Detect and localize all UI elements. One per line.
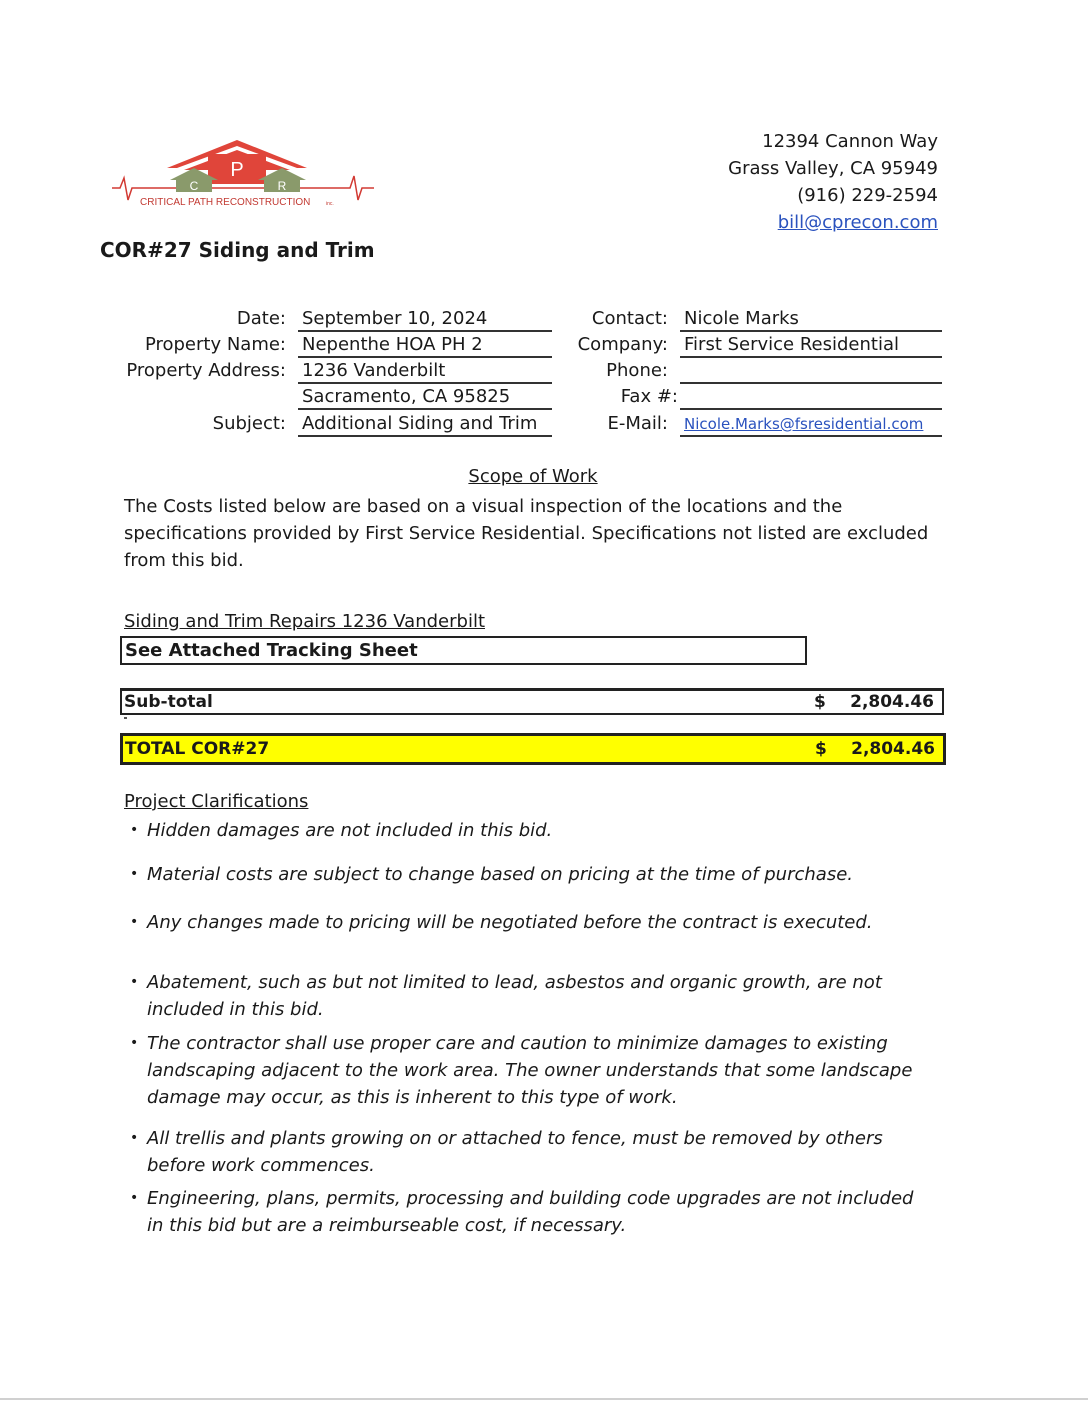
contact-email-link[interactable]: Nicole.Marks@fsresidential.com <box>680 411 942 437</box>
bullet-icon: • <box>130 1130 139 1146</box>
subject-value: Additional Siding and Trim <box>298 411 552 437</box>
clarification-item <box>130 909 930 936</box>
clarification-item <box>130 1030 930 1111</box>
info-row-property-name <box>0 332 1088 358</box>
bullet-icon: • <box>130 866 139 882</box>
clarification-text: Material costs are subject to change based on pricing at the time of purchase. <box>147 864 853 885</box>
clarification-text: All trellis and plants growing on or attached to fence, must be removed by others before work commences. <box>147 1128 883 1176</box>
clarification-text: The contractor shall use proper care and caution to minimize damages to existing landscaping adjacent to the work area. The owner understands that some landscape damage may occur, as this is inherent to this type of work. <box>147 1033 913 1108</box>
bullet-icon: • <box>130 822 139 838</box>
company-email-link[interactable]: bill@cprecon.com <box>777 212 938 233</box>
clarification-text: Hidden damages are not included in this bid. <box>147 820 553 841</box>
subtotal-currency: $ <box>814 692 826 712</box>
info-row-date <box>0 306 1088 332</box>
phone-label: Phone: <box>606 360 668 381</box>
clarification-item <box>130 817 930 844</box>
clarification-text: Any changes made to pricing will be negotiated before the contract is executed. <box>147 912 873 933</box>
address-line2-value: Sacramento, CA 95825 <box>298 384 552 410</box>
total-amount: 2,804.46 <box>851 739 935 759</box>
bullet-icon: • <box>130 974 139 990</box>
subtotal-row <box>120 688 944 715</box>
property-address-label: Property Address: <box>126 360 286 381</box>
subject-label: Subject: <box>212 413 286 434</box>
repairs-heading: Siding and Trim Repairs 1236 Vanderbilt <box>124 611 486 632</box>
tracking-sheet-note: See Attached Tracking Sheet <box>120 636 807 665</box>
logo-suffix: inc. <box>326 201 334 207</box>
company-phone: (916) 229-2594 <box>797 185 938 206</box>
contact-label: Contact: <box>591 308 668 329</box>
date-value: September 10, 2024 <box>298 306 552 332</box>
page-edge-line <box>0 1398 1088 1400</box>
email-label: E-Mail: <box>607 413 668 434</box>
company-address-line1: 12394 Cannon Way <box>762 131 938 152</box>
logo-name: CRITICAL PATH RECONSTRUCTION <box>140 197 311 208</box>
total-row <box>120 733 946 765</box>
subtotal-label: Sub-total <box>124 692 213 712</box>
logo-letter-c: C <box>189 179 199 193</box>
info-row-address <box>0 358 1088 384</box>
document-title: COR#27 Siding and Trim <box>100 238 375 262</box>
company-address-line2: Grass Valley, CA 95949 <box>728 158 938 179</box>
property-name-value: Nepenthe HOA PH 2 <box>298 332 552 358</box>
total-label: TOTAL COR#27 <box>125 739 270 759</box>
clarification-text: Engineering, plans, permits, processing and building code upgrades are not included in this bid but are a reimburseable cost, if necessary. <box>147 1188 914 1236</box>
company-logo <box>112 138 374 216</box>
subtotal-amount: 2,804.46 <box>850 692 934 712</box>
clarification-item <box>130 969 930 1023</box>
fax-label: Fax #: <box>620 386 678 407</box>
company-address <box>728 128 938 236</box>
address-line1-value: 1236 Vanderbilt <box>298 358 552 384</box>
logo-letter-r: R <box>277 179 287 193</box>
bullet-icon: • <box>130 914 139 930</box>
property-name-label: Property Name: <box>144 334 286 355</box>
company-label: Company: <box>577 334 668 355</box>
scope-heading: Scope of Work <box>468 466 598 487</box>
date-label: Date: <box>236 308 286 329</box>
bullet-icon: • <box>130 1035 139 1051</box>
clarification-text: Abatement, such as but not limited to lead, asbestos and organic growth, are not included in this bid. <box>147 972 882 1020</box>
info-row-subject <box>0 411 1088 437</box>
clarification-item <box>130 1185 930 1239</box>
total-currency: $ <box>815 739 827 759</box>
scope-text: The Costs listed below are based on a visual inspection of the locations and the specifications provided by First Service Residential. Specifications not listed are excluded from this bid. <box>124 496 929 571</box>
logo-letter-p: P <box>230 159 244 181</box>
clarifications-heading: Project Clarifications <box>124 791 309 812</box>
phone-value <box>680 358 942 384</box>
company-value: First Service Residential <box>680 332 942 358</box>
divider-mark <box>124 717 127 719</box>
clarification-item <box>130 1125 930 1179</box>
bullet-icon: • <box>130 1190 139 1206</box>
clarification-item <box>130 861 930 888</box>
info-row-address2 <box>0 384 1088 410</box>
contact-value: Nicole Marks <box>680 306 942 332</box>
fax-value <box>680 384 942 410</box>
